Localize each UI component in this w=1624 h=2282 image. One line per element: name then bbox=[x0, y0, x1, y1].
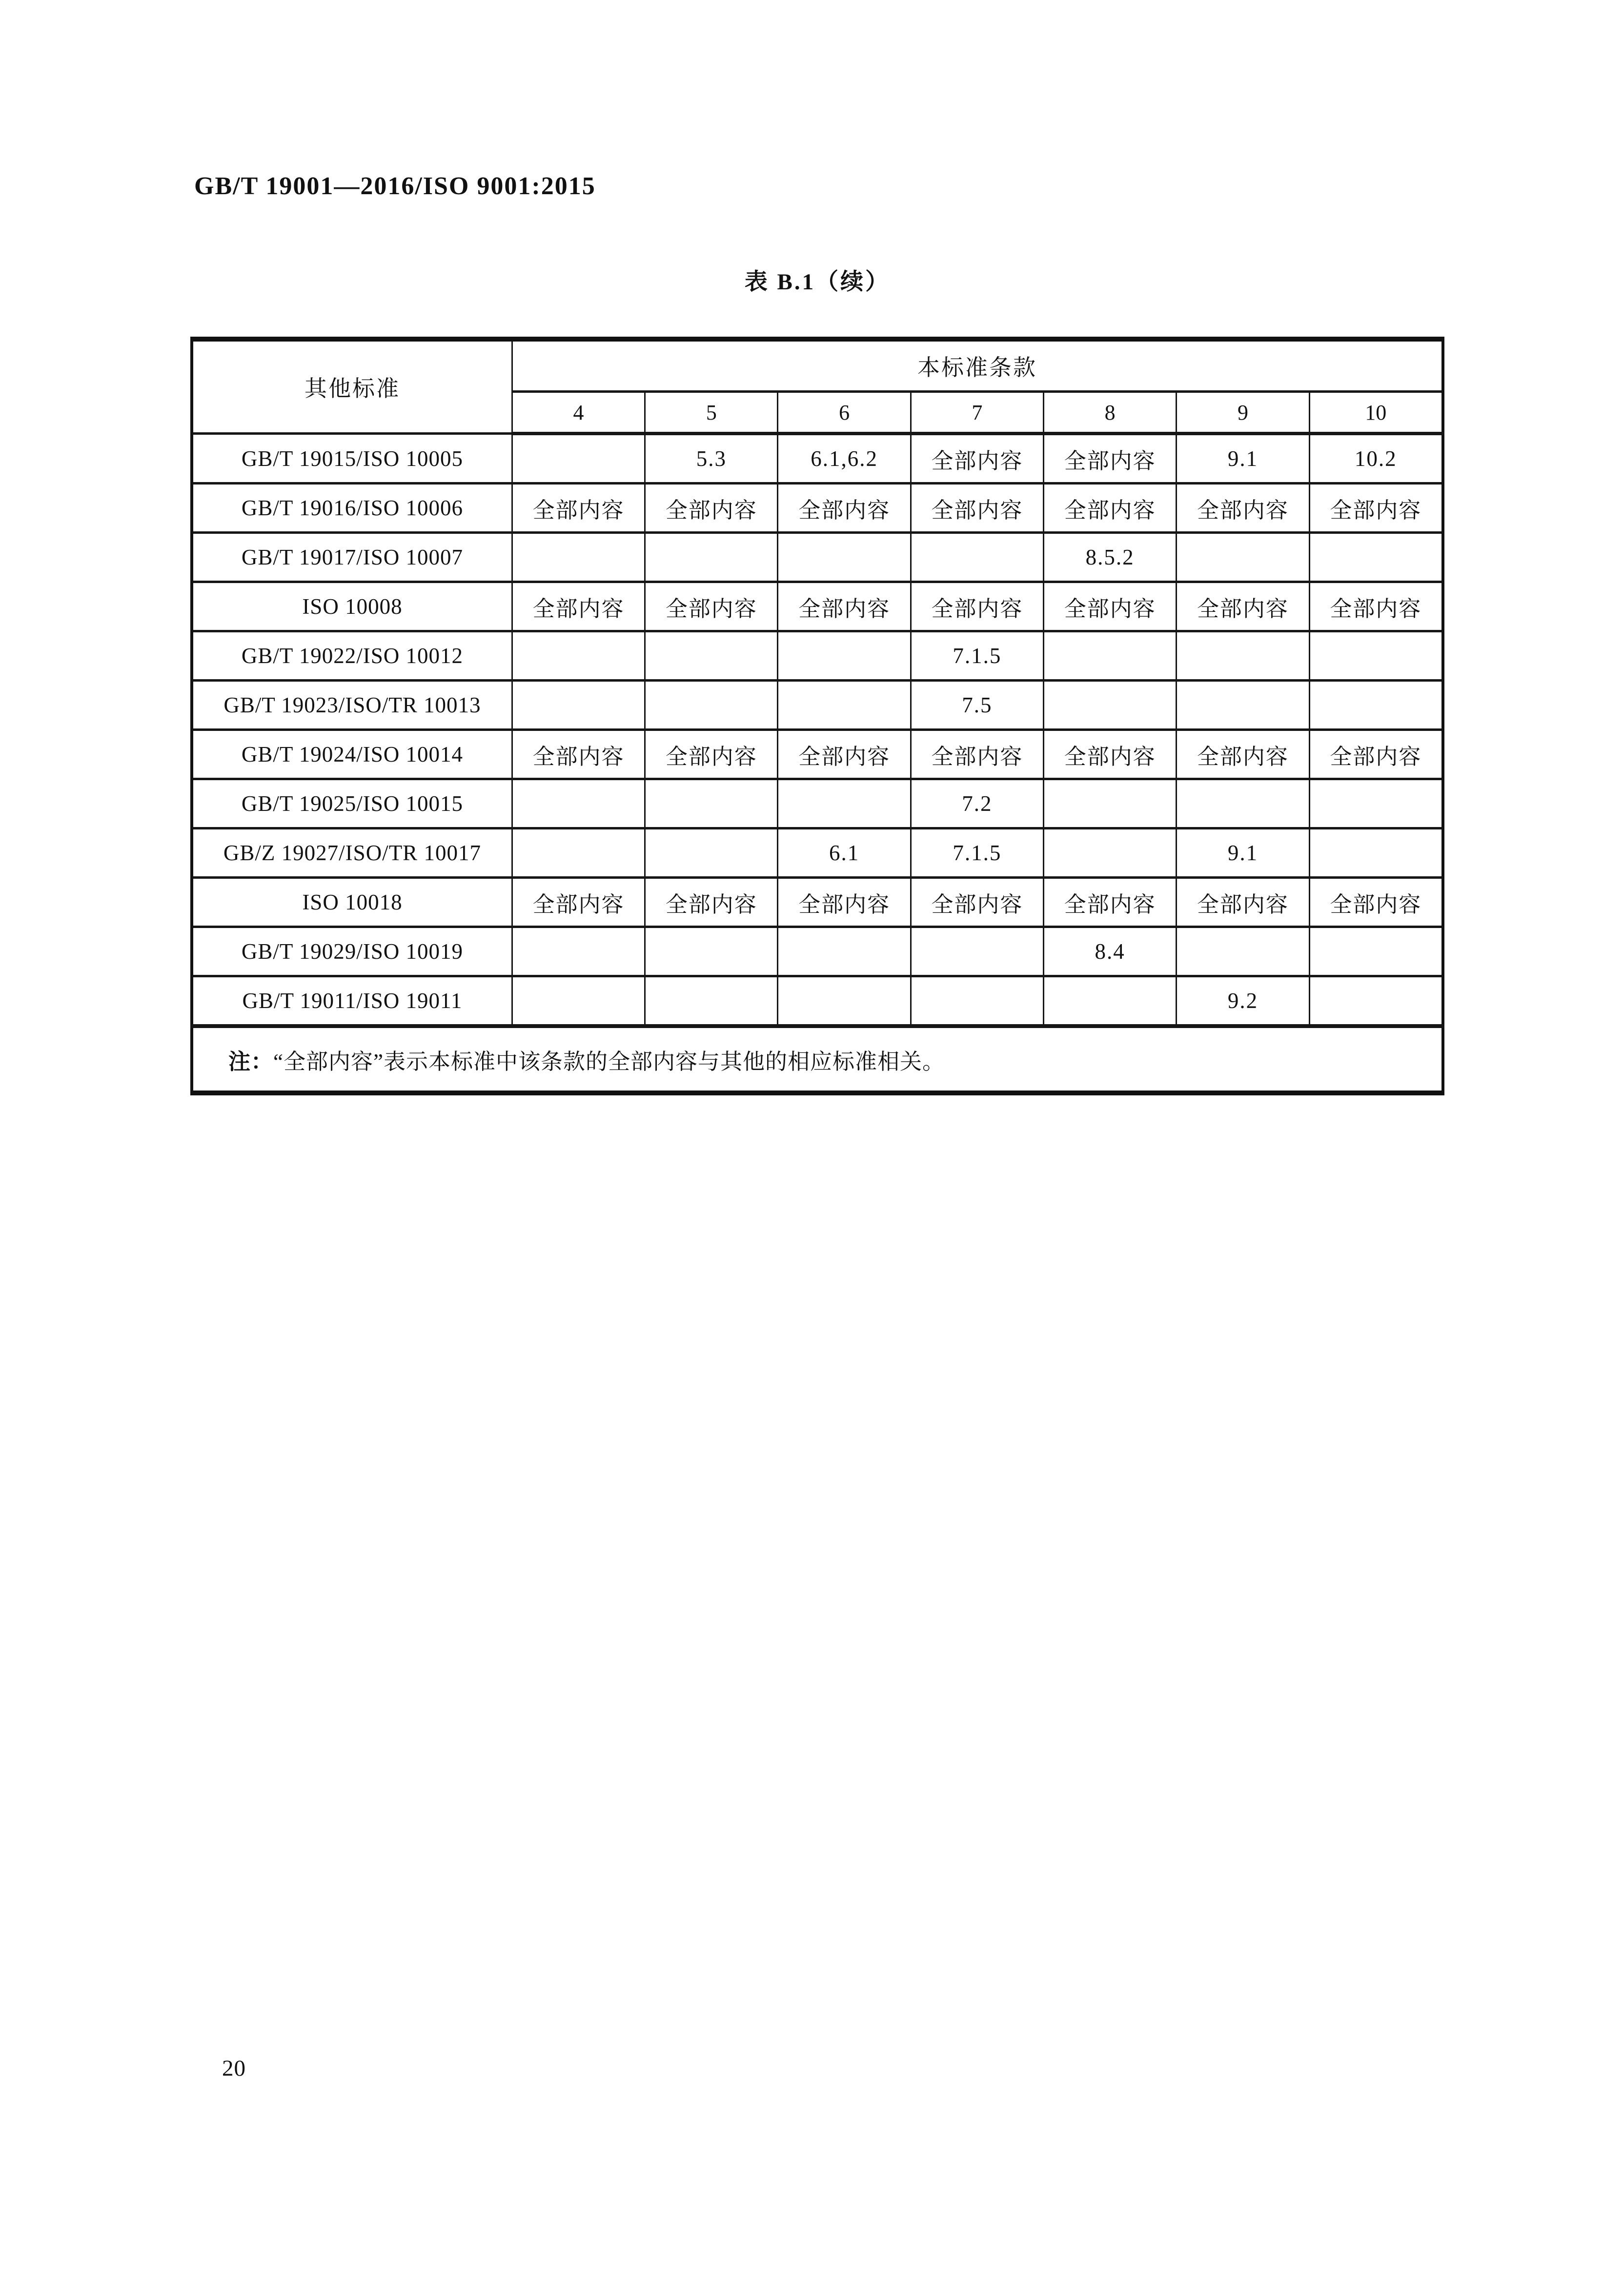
clause-cell bbox=[1177, 681, 1309, 730]
standard-name-cell: ISO 10018 bbox=[192, 878, 512, 927]
clause-cell bbox=[512, 533, 645, 582]
clause-cell bbox=[778, 976, 911, 1027]
table-header-row-top bbox=[192, 339, 1443, 392]
standard-name-cell: GB/Z 19027/ISO/TR 10017 bbox=[192, 828, 512, 878]
page-number: 20 bbox=[222, 2056, 246, 2081]
standard-name-cell: GB/T 19022/ISO 10012 bbox=[192, 631, 512, 681]
clause-cell: 全部内容 bbox=[512, 878, 645, 927]
clause-cell bbox=[645, 828, 778, 878]
clause-cell bbox=[512, 976, 645, 1027]
clause-cell bbox=[1309, 976, 1443, 1027]
clause-cell bbox=[645, 976, 778, 1027]
clause-column-header: 8 bbox=[1044, 392, 1177, 434]
clause-cell bbox=[911, 976, 1043, 1027]
clause-cell bbox=[778, 779, 911, 828]
clause-cell: 全部内容 bbox=[778, 484, 911, 533]
clause-cell bbox=[645, 533, 778, 582]
table-row bbox=[192, 681, 1443, 730]
clause-cell: 全部内容 bbox=[512, 730, 645, 779]
clause-cell bbox=[778, 533, 911, 582]
corner-header-other-standards: 其他标准 bbox=[192, 339, 512, 434]
clause-cell: 全部内容 bbox=[1309, 878, 1443, 927]
clause-cell: 全部内容 bbox=[645, 730, 778, 779]
clause-cell bbox=[1044, 631, 1177, 681]
clause-cell bbox=[1309, 631, 1443, 681]
clause-cell: 全部内容 bbox=[778, 878, 911, 927]
clause-column-header: 7 bbox=[911, 392, 1043, 434]
clause-cell: 全部内容 bbox=[645, 484, 778, 533]
clause-cell: 全部内容 bbox=[512, 582, 645, 631]
clause-cell bbox=[1044, 828, 1177, 878]
clause-cell: 9.2 bbox=[1177, 976, 1309, 1027]
clause-cell bbox=[778, 927, 911, 976]
clause-cell: 全部内容 bbox=[645, 582, 778, 631]
clause-cell: 10.2 bbox=[1309, 434, 1443, 484]
clause-cell: 全部内容 bbox=[911, 582, 1043, 631]
clause-cell bbox=[1044, 681, 1177, 730]
clause-cell bbox=[1309, 927, 1443, 976]
standard-name-cell: GB/T 19023/ISO/TR 10013 bbox=[192, 681, 512, 730]
standard-name-cell: GB/T 19025/ISO 10015 bbox=[192, 779, 512, 828]
table-row bbox=[192, 927, 1443, 976]
table-row bbox=[192, 434, 1443, 484]
clause-cell: 7.5 bbox=[911, 681, 1043, 730]
clause-column-header: 9 bbox=[1177, 392, 1309, 434]
clause-cell: 全部内容 bbox=[1044, 730, 1177, 779]
clause-cell bbox=[1177, 533, 1309, 582]
table-note-cell bbox=[192, 1026, 1443, 1093]
standard-name-cell: GB/T 19024/ISO 10014 bbox=[192, 730, 512, 779]
clause-cell bbox=[1177, 779, 1309, 828]
clause-cell: 全部内容 bbox=[1044, 878, 1177, 927]
standard-name-cell: GB/T 19016/ISO 10006 bbox=[192, 484, 512, 533]
clause-cell: 全部内容 bbox=[911, 434, 1043, 484]
table-row bbox=[192, 878, 1443, 927]
clause-cell bbox=[1309, 828, 1443, 878]
table-body bbox=[192, 434, 1443, 1093]
table-row bbox=[192, 976, 1443, 1027]
table-note-row bbox=[192, 1026, 1443, 1093]
clause-cell bbox=[645, 631, 778, 681]
clause-cell: 全部内容 bbox=[1309, 582, 1443, 631]
clause-cell bbox=[778, 631, 911, 681]
table-row bbox=[192, 582, 1443, 631]
clause-column-header: 5 bbox=[645, 392, 778, 434]
clause-cell: 全部内容 bbox=[778, 730, 911, 779]
note-text: “全部内容”表示本标准中该条款的全部内容与其他的相应标准相关。 bbox=[273, 1049, 945, 1074]
clause-cell bbox=[911, 927, 1043, 976]
table-row bbox=[192, 631, 1443, 681]
clause-cell bbox=[911, 533, 1043, 582]
clause-cell: 9.1 bbox=[1177, 828, 1309, 878]
clause-cell: 5.3 bbox=[645, 434, 778, 484]
clause-cell bbox=[1309, 779, 1443, 828]
standard-name-cell: GB/T 19017/ISO 10007 bbox=[192, 533, 512, 582]
table-title: 表 B.1（续） bbox=[744, 269, 891, 295]
note-prefix: 注： bbox=[228, 1049, 274, 1074]
clause-cell: 全部内容 bbox=[1044, 484, 1177, 533]
clause-cell bbox=[512, 779, 645, 828]
clause-cell: 全部内容 bbox=[1309, 730, 1443, 779]
clause-cell: 全部内容 bbox=[911, 878, 1043, 927]
standard-name-cell: GB/T 19011/ISO 19011 bbox=[192, 976, 512, 1027]
clause-cell: 6.1 bbox=[778, 828, 911, 878]
clause-cell: 6.1,6.2 bbox=[778, 434, 911, 484]
clause-cell bbox=[512, 828, 645, 878]
clause-cell bbox=[1177, 631, 1309, 681]
table-row bbox=[192, 484, 1443, 533]
clause-cell: 9.1 bbox=[1177, 434, 1309, 484]
clause-cell: 全部内容 bbox=[911, 484, 1043, 533]
clause-cell: 全部内容 bbox=[645, 878, 778, 927]
doc-number-header: GB/T 19001—2016/ISO 9001:2015 bbox=[194, 172, 596, 200]
clause-cell: 全部内容 bbox=[1177, 878, 1309, 927]
clause-cell bbox=[512, 927, 645, 976]
clause-cell: 全部内容 bbox=[1177, 730, 1309, 779]
clause-cell: 全部内容 bbox=[778, 582, 911, 631]
clause-cell: 8.5.2 bbox=[1044, 533, 1177, 582]
clause-cell: 全部内容 bbox=[1177, 484, 1309, 533]
clause-cell bbox=[512, 681, 645, 730]
clause-cell: 全部内容 bbox=[1044, 434, 1177, 484]
clause-cell bbox=[1309, 681, 1443, 730]
clause-column-header: 6 bbox=[778, 392, 911, 434]
clause-column-header: 10 bbox=[1309, 392, 1443, 434]
clause-cell bbox=[645, 927, 778, 976]
table-row bbox=[192, 730, 1443, 779]
clause-cell bbox=[645, 681, 778, 730]
clause-cell: 全部内容 bbox=[911, 730, 1043, 779]
clause-cell bbox=[1177, 927, 1309, 976]
clause-cell bbox=[1044, 976, 1177, 1027]
standard-name-cell: GB/T 19015/ISO 10005 bbox=[192, 434, 512, 484]
standard-name-cell: ISO 10008 bbox=[192, 582, 512, 631]
clause-cell bbox=[1309, 533, 1443, 582]
clause-cell: 8.4 bbox=[1044, 927, 1177, 976]
clause-column-header: 4 bbox=[512, 392, 645, 434]
table-row bbox=[192, 779, 1443, 828]
clause-cell bbox=[512, 631, 645, 681]
clause-cell bbox=[512, 434, 645, 484]
clause-cell: 7.1.5 bbox=[911, 828, 1043, 878]
table-header bbox=[192, 339, 1443, 434]
clause-cell: 全部内容 bbox=[1177, 582, 1309, 631]
clause-cell: 全部内容 bbox=[1044, 582, 1177, 631]
correspondence-table bbox=[190, 337, 1444, 1095]
span-header-this-standard-clauses: 本标准条款 bbox=[512, 339, 1443, 392]
clause-cell: 全部内容 bbox=[512, 484, 645, 533]
clause-cell: 7.1.5 bbox=[911, 631, 1043, 681]
clause-cell: 7.2 bbox=[911, 779, 1043, 828]
table-row bbox=[192, 828, 1443, 878]
standard-name-cell: GB/T 19029/ISO 10019 bbox=[192, 927, 512, 976]
clause-cell bbox=[778, 681, 911, 730]
table-row bbox=[192, 533, 1443, 582]
clause-cell bbox=[1044, 779, 1177, 828]
clause-cell: 全部内容 bbox=[1309, 484, 1443, 533]
clause-cell bbox=[645, 779, 778, 828]
